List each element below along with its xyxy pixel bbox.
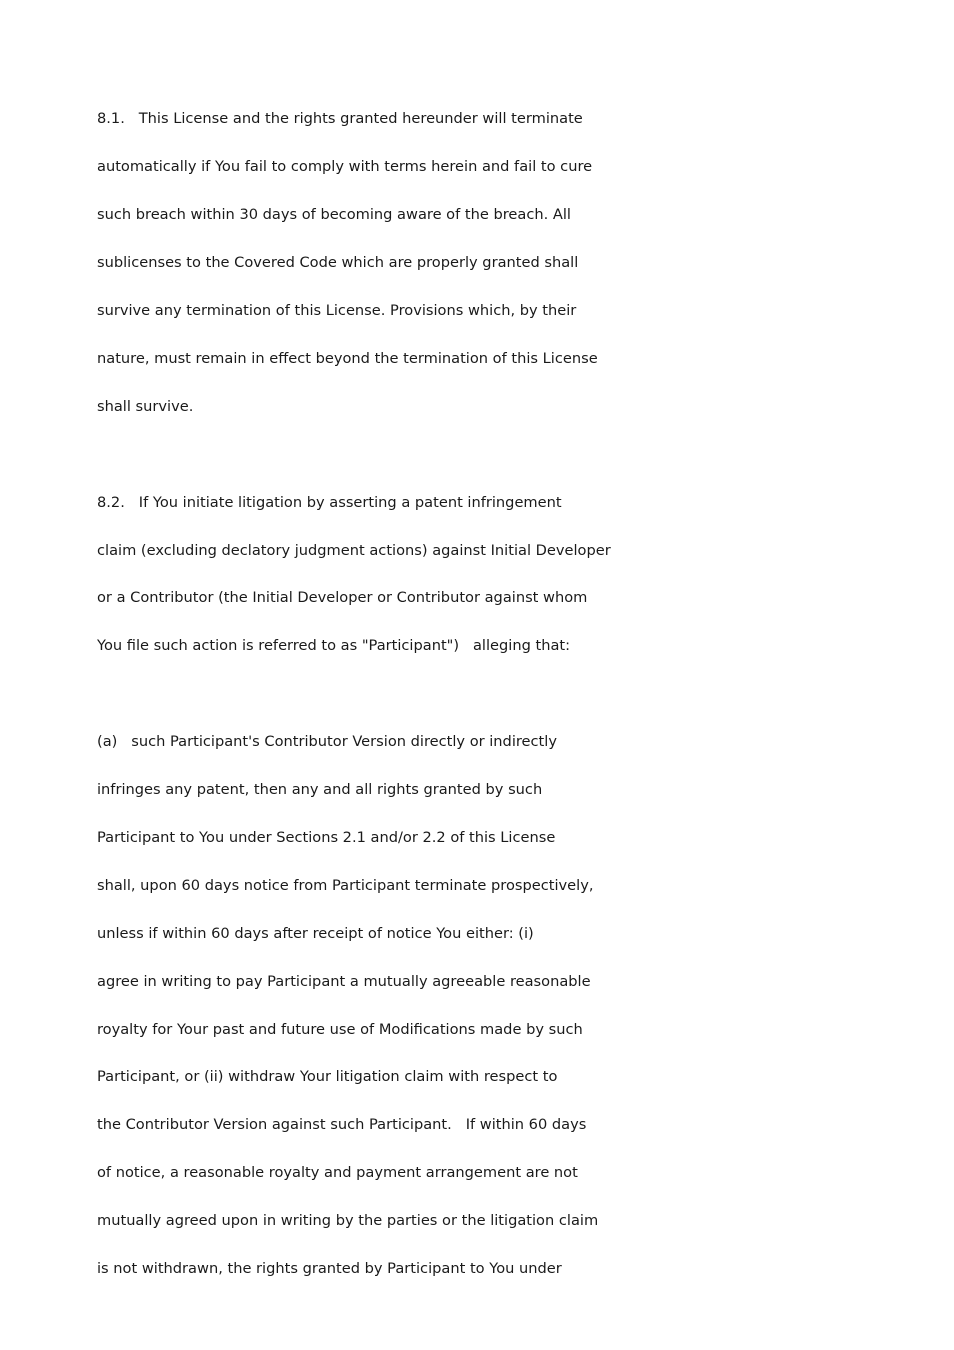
section-8-2-line: You file such action is referred to as "Participant") alleging that: <box>97 637 571 654</box>
section-8-2-a-line: shall, upon 60 days notice from Participant terminate prospectively, <box>97 877 594 894</box>
section-8-1-line: sublicenses to the Covered Code which are properly granted shall <box>97 254 579 271</box>
section-8-2-line: 8.2. If You initiate litigation by asserting a patent infringement <box>97 494 562 511</box>
section-8-2-a-line: Participant to You under Sections 2.1 and/or 2.2 of this License <box>97 829 556 846</box>
section-8-1-line: shall survive. <box>97 398 194 415</box>
section-8-2-a-line: unless if within 60 days after receipt of notice You either: (i) <box>97 925 534 942</box>
section-8-2-a-line: is not withdrawn, the rights granted by Participant to You under <box>97 1260 562 1277</box>
section-8-2-line: or a Contributor (the Initial Developer or Contributor against whom <box>97 589 588 606</box>
section-8-2-a-line: agree in writing to pay Participant a mutually agreeable reasonable <box>97 973 591 990</box>
section-8-2-a-line: infringes any patent, then any and all rights granted by such <box>97 781 543 798</box>
section-8-1-line: automatically if You fail to comply with terms herein and fail to cure <box>97 158 593 175</box>
section-8-2-line: claim (excluding declatory judgment actions) against Initial Developer <box>97 542 611 559</box>
section-8-1-line: survive any termination of this License. Provisions which, by their <box>97 302 577 319</box>
section-8-2-a-line: the Contributor Version against such Participant. If within 60 days <box>97 1116 587 1133</box>
section-8-1-line: 8.1. This License and the rights granted hereunder will terminate <box>97 110 583 127</box>
section-8-1-line: such breach within 30 days of becoming aware of the breach. All <box>97 206 571 223</box>
section-8-2-a-line: of notice, a reasonable royalty and payment arrangement are not <box>97 1164 578 1181</box>
section-8-1-line: nature, must remain in effect beyond the termination of this License <box>97 350 598 367</box>
section-8-2-a-line: (a) such Participant's Contributor Version directly or indirectly <box>97 733 557 750</box>
section-8-2-a-line: Participant, or (ii) withdraw Your litigation claim with respect to <box>97 1068 558 1085</box>
section-8-2-a-line: mutually agreed upon in writing by the parties or the litigation claim <box>97 1212 599 1229</box>
section-8-2-a-line: royalty for Your past and future use of Modifications made by such <box>97 1021 583 1038</box>
